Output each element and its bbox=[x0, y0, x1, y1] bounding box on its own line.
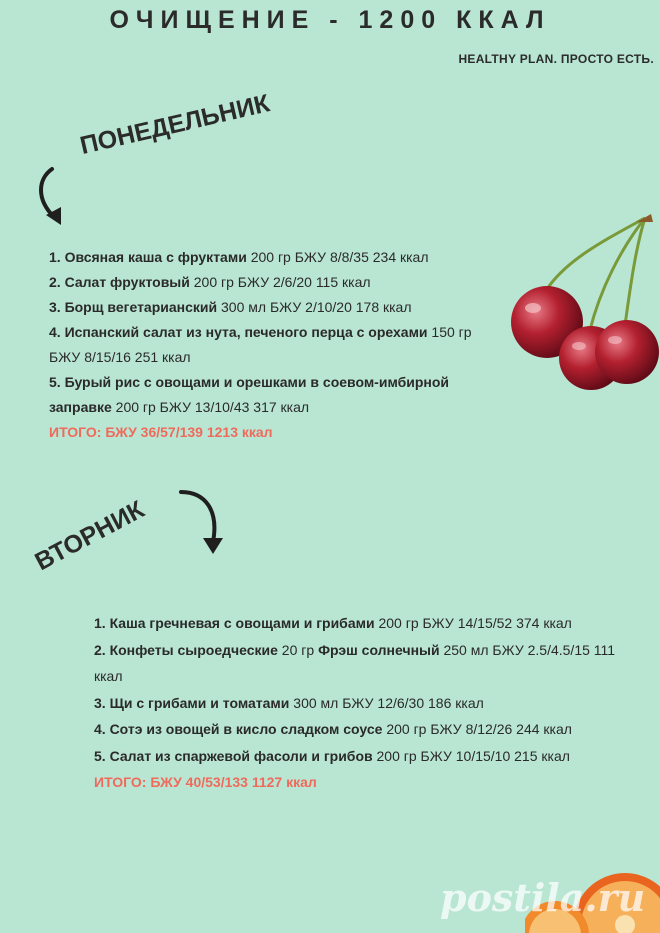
curved-arrow-icon bbox=[34, 165, 74, 229]
menu-item: 2. Конфеты сыроедческие 20 гр Фрэш солнечный 250 мл БЖУ 2.5/4.5/15 111 ккал bbox=[94, 641, 616, 684]
brand-subtitle: HEALTHY PLAN. ПРОСТО ЕСТЬ. bbox=[458, 52, 654, 66]
menu-item: 2. Салат фруктовый 200 гр БЖУ 2/6/20 115 ккал bbox=[49, 274, 371, 290]
day-label-monday: ПОНЕДЕЛЬНИК bbox=[77, 89, 273, 161]
menu-item: 1. Овсяная каша с фруктами 200 гр БЖУ 8/8/35 234 ккал bbox=[49, 249, 429, 265]
cherry-illustration bbox=[505, 210, 660, 390]
day-total: ИТОГО: БЖУ 40/53/133 1127 ккал bbox=[94, 774, 317, 790]
menu-item: 5. Салат из спаржевой фасоли и грибов 200 гр БЖУ 10/15/10 215 ккал bbox=[94, 747, 570, 764]
menu-item: 4. Сотэ из овощей в кисло сладком соусе 200 гр БЖУ 8/12/26 244 ккал bbox=[94, 721, 572, 737]
curved-arrow-icon bbox=[175, 486, 231, 558]
day-total: ИТОГО: БЖУ 36/57/139 1213 ккал bbox=[49, 424, 273, 440]
menu-tuesday bbox=[94, 610, 644, 796]
menu-monday bbox=[49, 245, 499, 445]
menu-item: 5. Бурый рис с овощами и орешками в соевом-имбирной заправке 200 гр БЖУ 13/10/43 317 ккал bbox=[49, 374, 450, 415]
watermark: postila.ru bbox=[440, 875, 646, 920]
day-label-tuesday: ВТОРНИК bbox=[30, 495, 149, 577]
menu-item: 1. Каша гречневая с овощами и грибами 200 гр БЖУ 14/15/52 374 ккал bbox=[94, 615, 572, 631]
menu-item: 3. Борщ вегетарианский 300 мл БЖУ 2/10/20 178 ккал bbox=[49, 299, 412, 315]
menu-item: 4. Испанский салат из нута, печеного перца с орехами 150 гр БЖУ 8/15/16 251 ккал bbox=[49, 324, 472, 365]
page-title: ОЧИЩЕНИЕ - 1200 ККАЛ bbox=[109, 6, 551, 34]
menu-item: 3. Щи с грибами и томатами 300 мл БЖУ 12/6/30 186 ккал bbox=[94, 694, 484, 711]
